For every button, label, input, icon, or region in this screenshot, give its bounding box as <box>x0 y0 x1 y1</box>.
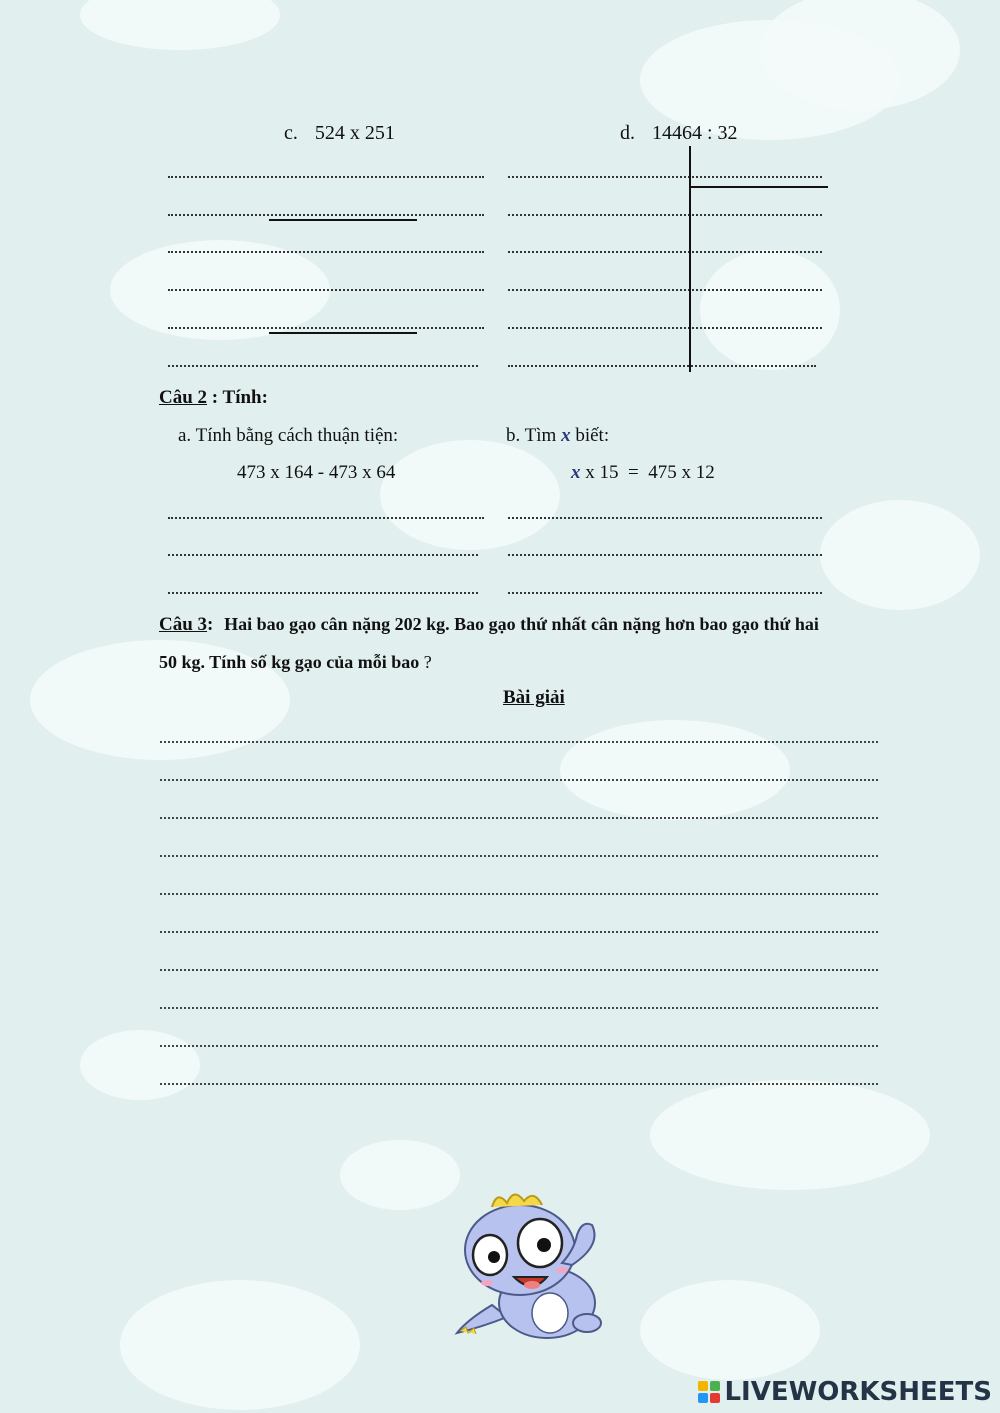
variable-x: x <box>571 462 581 483</box>
answer-line[interactable] <box>508 327 822 329</box>
question-2b-suffix: biết: <box>570 425 610 446</box>
question-2-title: Tính: <box>222 387 268 408</box>
answer-line[interactable] <box>160 779 878 781</box>
answer-line[interactable] <box>168 517 484 519</box>
answer-line[interactable] <box>508 214 822 216</box>
answer-line[interactable] <box>160 893 878 895</box>
question-2b-text <box>506 425 609 447</box>
answer-line[interactable] <box>168 289 484 291</box>
answer-line[interactable] <box>160 817 878 819</box>
answer-line[interactable] <box>508 365 816 367</box>
answer-line[interactable] <box>168 365 478 367</box>
division-horizontal-line <box>690 186 828 188</box>
question-2-number: Câu 2 <box>159 387 208 408</box>
answer-line[interactable] <box>508 176 822 178</box>
answer-line[interactable] <box>168 214 484 216</box>
problem-d-expression: 14464 : 32 <box>652 122 738 144</box>
problem-c-label: c. <box>284 122 298 144</box>
question-3-number: Câu 3 <box>159 614 208 635</box>
answer-line[interactable] <box>168 592 478 594</box>
solution-title: Bài giải <box>503 687 565 708</box>
division-vertical-line <box>689 146 691 372</box>
multiplication-rule-line <box>269 219 417 221</box>
answer-line[interactable] <box>168 251 484 253</box>
problem-d-label: d. <box>620 122 635 144</box>
answer-line[interactable] <box>508 592 822 594</box>
logo-text: LIVEWORKSHEETS <box>724 1377 992 1407</box>
dinosaur-illustration <box>452 1185 612 1345</box>
answer-line[interactable] <box>160 1007 878 1009</box>
answer-line[interactable] <box>160 969 878 971</box>
problem-c <box>284 122 395 145</box>
question-2a-expression: 473 x 164 - 473 x 64 <box>237 462 396 483</box>
answer-line[interactable] <box>160 931 878 933</box>
question-2b-prefix: b. Tìm <box>506 425 562 446</box>
answer-line[interactable] <box>160 741 878 743</box>
question-3-text-1: Hai bao gạo cân nặng 202 kg. Bao gạo thứ nhất cân nặng hơn bao gạo thứ hai <box>224 614 819 634</box>
answer-line[interactable] <box>168 554 478 556</box>
answer-line[interactable] <box>160 855 878 857</box>
question-3-text-end: ? <box>419 652 432 672</box>
problem-d <box>620 122 738 145</box>
question-3-line-1 <box>159 614 819 636</box>
answer-line[interactable] <box>168 176 484 178</box>
question-2b-expression <box>571 462 715 484</box>
answer-line[interactable] <box>508 554 822 556</box>
variable-x: x <box>561 425 571 446</box>
answer-line[interactable] <box>168 327 484 329</box>
answer-line[interactable] <box>508 251 822 253</box>
question-3-colon: : <box>207 614 214 635</box>
question-2-heading <box>159 387 268 409</box>
answer-line[interactable] <box>508 517 822 519</box>
question-2b-equation: x 15 = 475 x 12 <box>580 462 715 483</box>
question-2-separator: : <box>207 387 223 408</box>
question-3-text-2: 50 kg. Tính số kg gạo của mỗi bao <box>159 652 420 672</box>
question-2a-text: a. Tính bằng cách thuận tiện: <box>178 425 399 446</box>
liveworksheets-logo[interactable] <box>698 1377 992 1407</box>
multiplication-rule-line <box>269 332 417 334</box>
logo-icon <box>698 1381 720 1403</box>
answer-line[interactable] <box>160 1045 878 1047</box>
question-3-line-2 <box>159 652 432 673</box>
answer-line[interactable] <box>160 1083 878 1085</box>
problem-c-expression: 524 x 251 <box>314 122 395 144</box>
answer-line[interactable] <box>508 289 822 291</box>
